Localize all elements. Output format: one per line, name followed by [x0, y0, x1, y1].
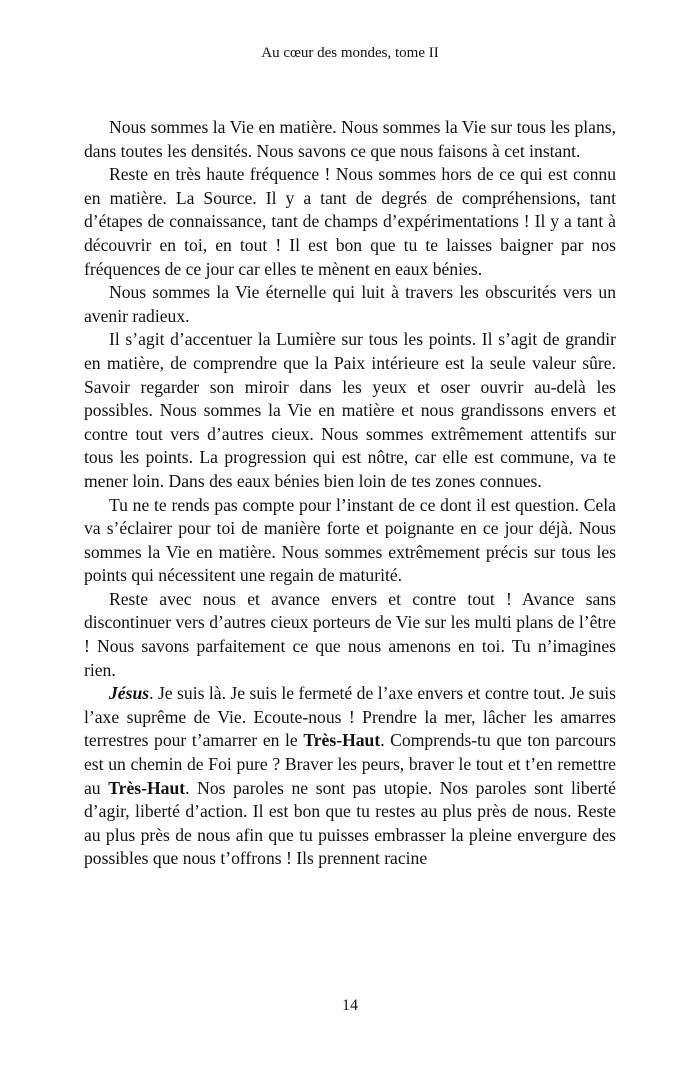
body-text: [84, 116, 616, 871]
emphasis-tres-haut-2: Très-Haut: [108, 777, 186, 798]
speaker-name: Jésus: [109, 683, 150, 704]
paragraph-7: [84, 682, 616, 871]
paragraph-6: Reste avec nous et avance envers et contre tout ! Avance sans discontinuer vers d’autres cieux porteurs de Vie sur les multi plans de l’être ! Nous savons parfaitement ce que nous amenons en toi. Tu n’imagines rien.: [84, 588, 616, 680]
paragraph-1: Nous sommes la Vie en matière. Nous sommes la Vie sur tous les plans, dans toutes les densités. Nous savons ce que nous faisons à cet instant.: [84, 117, 616, 161]
paragraph-7-part-3: . Nos paroles ne sont pas utopie. Nos paroles sont liberté d’agir, liberté d’action. Il est bon que tu restes au plus près de nous. Reste au plus près de nous afin que tu puisses embrasser la pleine envergure des possibles que nous t’offrons ! Ils prennent racine: [84, 777, 616, 869]
paragraph-4: Il s’agit d’accentuer la Lumière sur tous les points. Il s’agit de grandir en matière, de comprendre que la Paix intérieure est la seule valeur sûre. Savoir regarder son miroir dans les yeux et oser ouvrir au-delà les possibles. Nous sommes la Vie en matière et nous grandissons envers et contre tout vers d’autres cieux. Nous sommes extrêmement attentifs sur tous les points. La progression qui est nôtre, car elle est commune, va te mener loin. Dans des eaux bénies bien loin de tes zones connues.: [84, 329, 616, 491]
page-number: 14: [342, 997, 358, 1014]
paragraph-5: Tu ne te rends pas compte pour l’instant de ce dont il est question. Cela va s’éclairer pour toi de manière forte et poignante en ce jour déjà. Nous sommes la Vie en matière. Nous sommes extrêmement précis sur tous les points qui nécessitent une regain de maturité.: [84, 494, 616, 586]
paragraph-7-part-2: . Comprends-tu que ton parcours est un chemin de Foi pure ? Braver les peurs, braver le tout et t’en remettre au: [84, 730, 616, 798]
running-header: Au cœur des mondes, tome II: [261, 45, 439, 61]
paragraph-3: Nous sommes la Vie éternelle qui luit à travers les obscurités vers un avenir radieux.: [84, 282, 616, 326]
paragraph-2: Reste en très haute fréquence ! Nous sommes hors de ce qui est connu en matière. La Source. Il y a tant de degrés de compréhensions, tant d’étapes de connaissance, tant de champs d’expérimentations ! Il y a tant à découvrir en toi, en tout ! Il est bon que tu te laisses baigner par nos fréquences de ce jour car elles te mènent en eaux bénies.: [84, 164, 616, 279]
emphasis-tres-haut-1: Très-Haut: [303, 730, 381, 751]
paragraph-7-part-1: . Je suis là. Je suis le fermeté de l’axe envers et contre tout. Je suis l’axe suprême de Vie. Ecoute-nous ! Prendre la mer, lâcher les amarres terrestres pour t’amarrer en le: [84, 683, 616, 751]
